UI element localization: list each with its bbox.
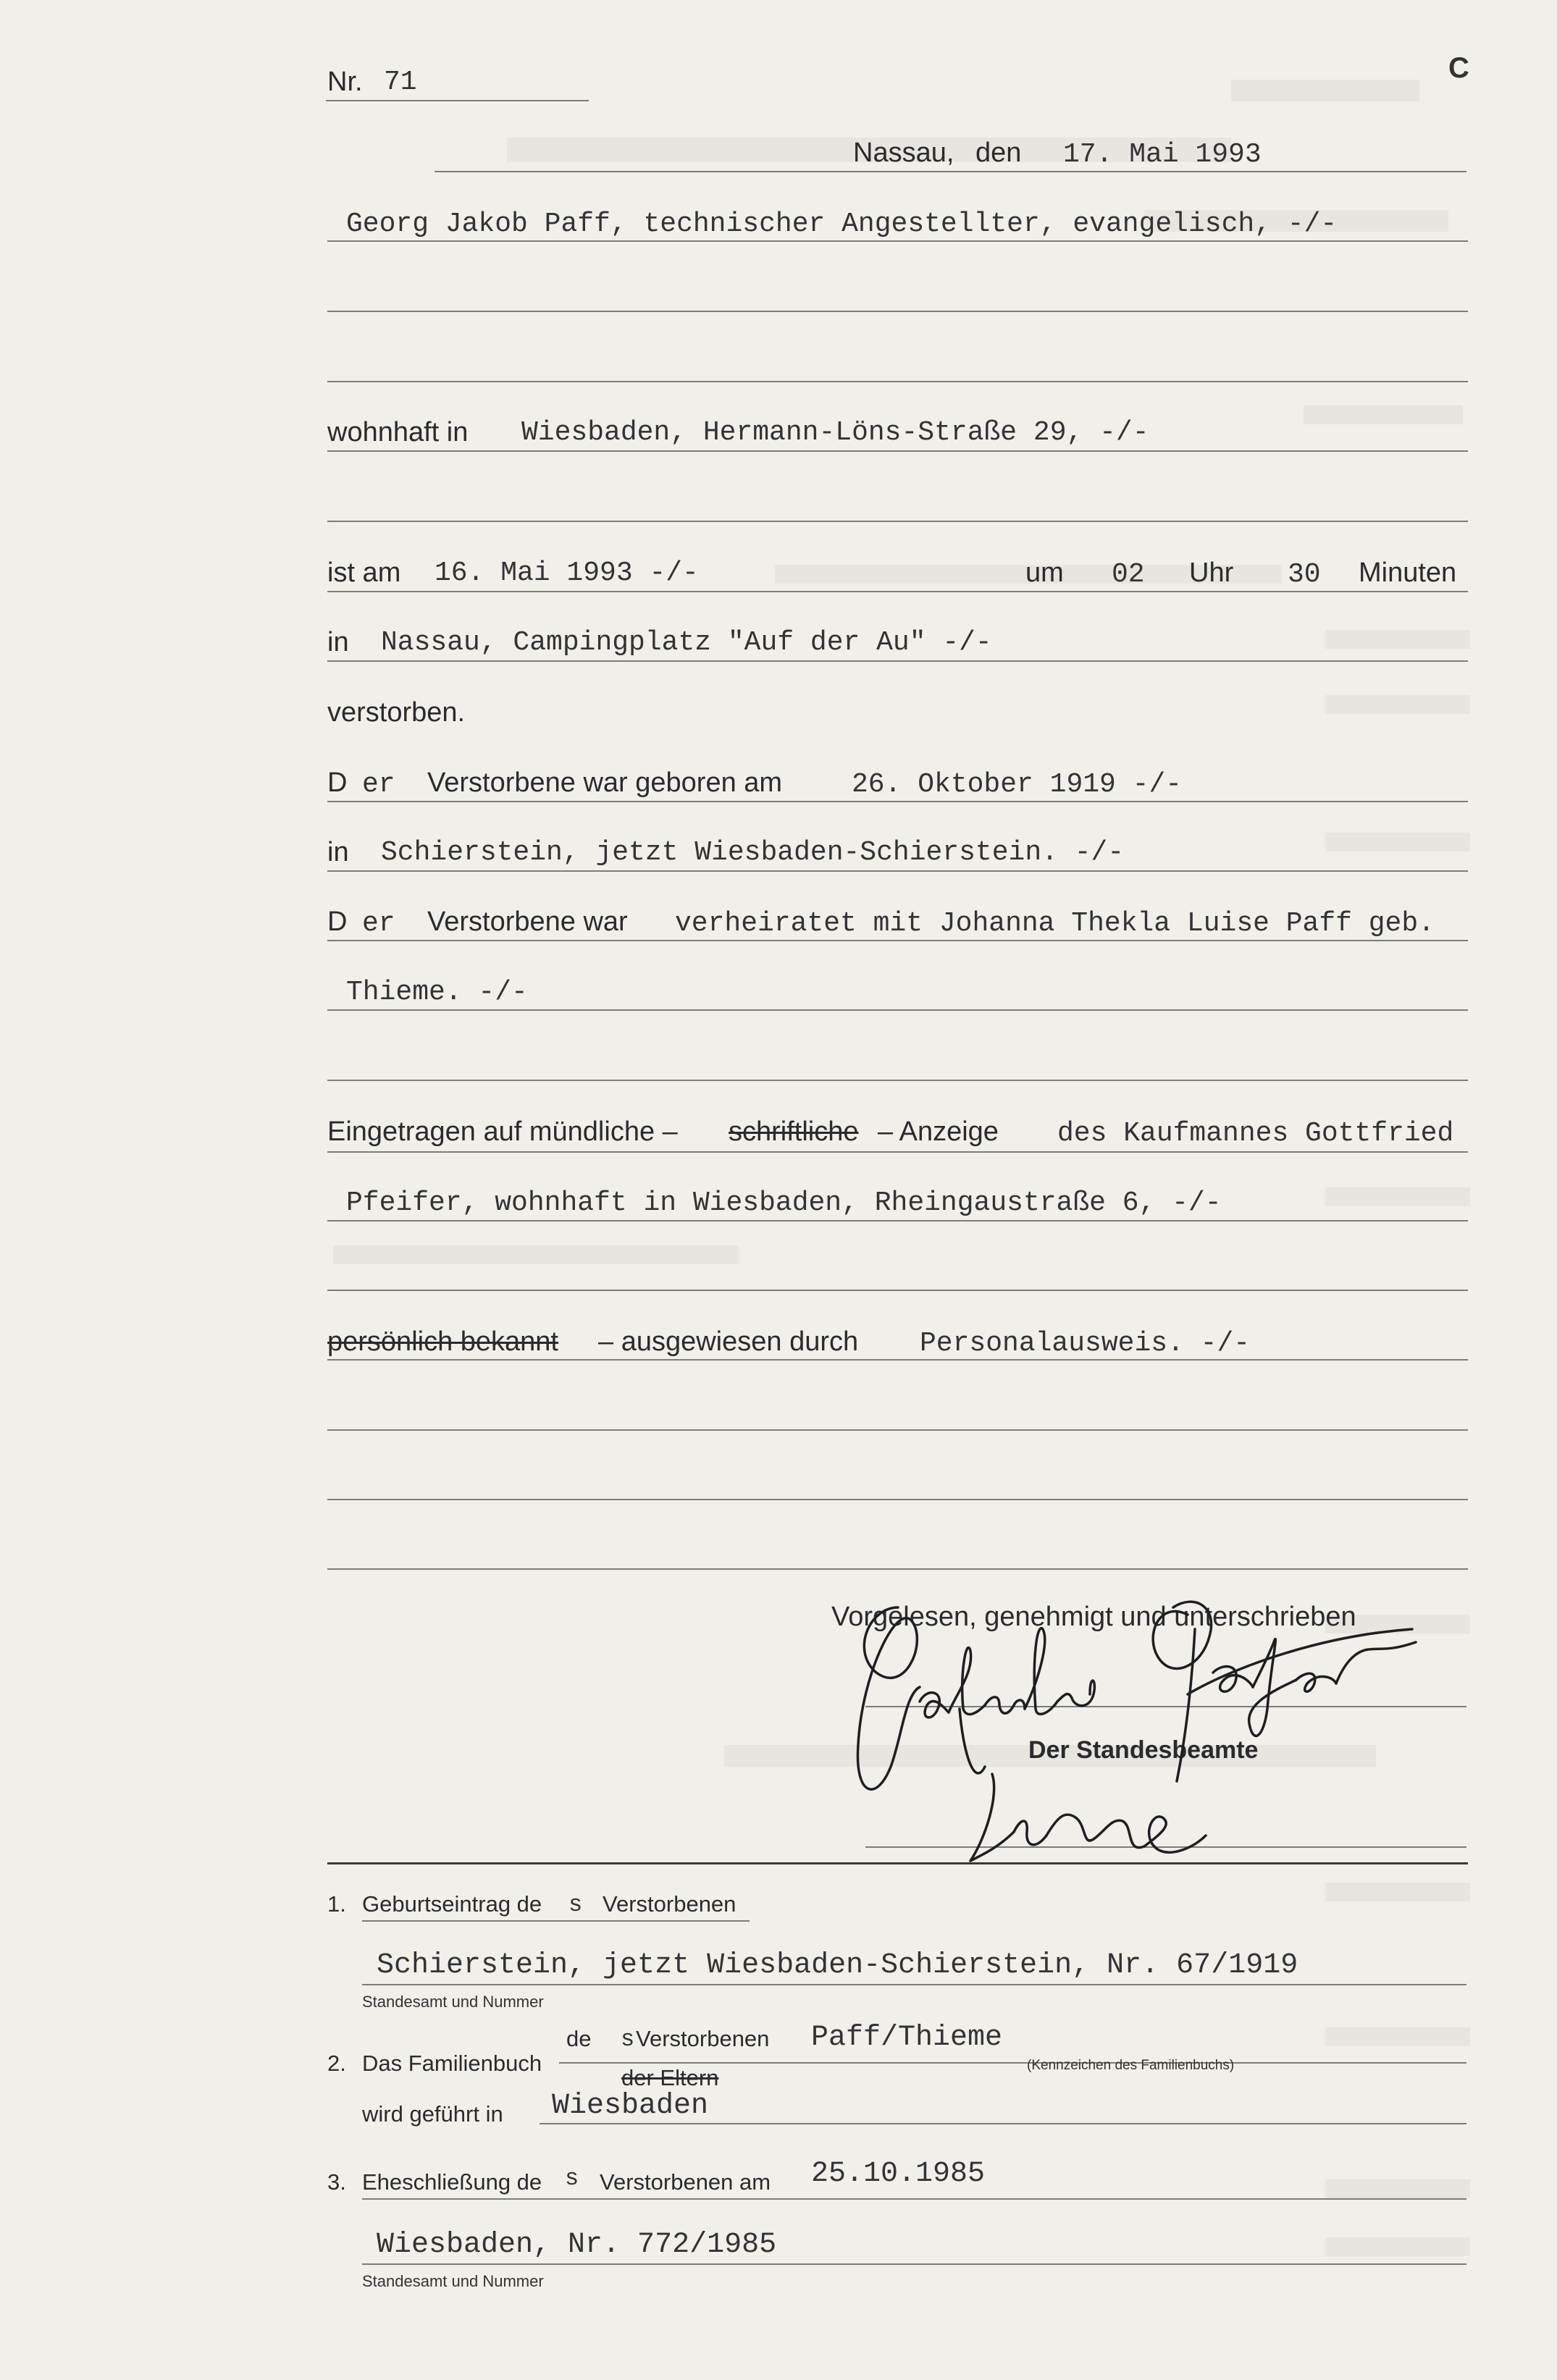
blank-line-6 (327, 1429, 1468, 1431)
section2-gefuehrt-value: Wiesbaden (552, 2090, 709, 2122)
ist-am-label: ist am (327, 558, 401, 588)
section3-typed-s: s (565, 2165, 579, 2192)
blank-line-1 (327, 311, 1468, 312)
informant-underline-2 (327, 1220, 1468, 1221)
d-label-2: D (327, 907, 348, 937)
minuten-label: Minuten (1359, 558, 1457, 588)
section1-label-underline (362, 1920, 750, 1922)
er-typed-2: er (362, 908, 395, 939)
blank-line-4 (327, 1080, 1468, 1081)
register-number: 71 (384, 67, 417, 98)
official-signature (956, 1767, 1217, 1875)
schriftliche-struck-label: schriftliche (729, 1117, 859, 1147)
section3-label-tail: Verstorbenen am (600, 2169, 771, 2195)
section2-option-verstorbenen: Verstorbenen (636, 2026, 770, 2051)
time-underline (327, 591, 1468, 592)
informant-underline-1 (327, 1151, 1468, 1153)
marital-underline-2 (327, 1009, 1468, 1011)
place-label: Nassau, (853, 138, 954, 168)
section3-label-underline (362, 2198, 1466, 2200)
geboren-label: Verstorbene war geboren am (427, 768, 783, 798)
death-minutes: 30 (1288, 559, 1321, 590)
den-label: den (975, 138, 1022, 168)
standesbeamte-label: Der Standesbeamte (1028, 1736, 1259, 1764)
ausgewiesen-label: – ausgewiesen durch (598, 1326, 859, 1357)
section2-de-label: de (566, 2026, 592, 2051)
section2-familienbuch-value: Paff/Thieme (811, 2022, 1003, 2054)
birth-place: Schierstein, jetzt Wiesbaden-Schierstein. -/- (381, 837, 1125, 868)
section1-number: 1. (327, 1891, 346, 1917)
marital-status-line-1: verheiratet mit Johanna Thekla Luise Paff geb. (675, 908, 1435, 939)
registration-date: 17. Mai 1993 (1063, 139, 1262, 170)
blank-line-7 (327, 1499, 1468, 1500)
in-label-2: in (327, 837, 349, 867)
vorgelesen-label: Vorgelesen, genehmigt und unterschrieben (831, 1602, 1356, 1632)
blank-line-2 (327, 381, 1468, 382)
section1-label: Geburtseintrag de (362, 1891, 542, 1917)
section2-caption: (Kennzeichen des Familienbuchs) (1027, 2058, 1235, 2073)
death-place: Nassau, Campingplatz "Auf der Au" -/- (381, 627, 992, 658)
verstorben-label: verstorben. (327, 697, 466, 728)
section2-label: Das Familienbuch (362, 2051, 542, 2076)
identification-value: Personalausweis. -/- (920, 1328, 1251, 1359)
uhr-label: Uhr (1189, 558, 1234, 588)
section1-birth-register-value: Schierstein, jetzt Wiesbaden-Schierstein, Nr. 67/1919 (377, 1949, 1298, 1982)
section2-option-eltern-struck: der Eltern (621, 2065, 719, 2090)
birth-place-underline (327, 870, 1468, 872)
wohnhaft-underline (327, 450, 1468, 452)
wohnhaft-label: wohnhaft in (327, 417, 469, 447)
nr-label: Nr. (327, 67, 363, 97)
blank-line-5 (327, 1290, 1468, 1291)
section3-marriage-register-value: Wiesbaden, Nr. 772/1985 (377, 2229, 777, 2261)
id-underline (327, 1359, 1468, 1361)
date-underline (435, 171, 1466, 172)
place-underline (327, 660, 1468, 662)
section-separator (327, 1862, 1468, 1864)
section1-label-tail: Verstorbenen (603, 1891, 736, 1917)
er-typed-1: er (362, 769, 395, 800)
birth-date-underline (327, 801, 1468, 802)
section3-label: Eheschließung de (362, 2169, 542, 2195)
death-hour: 02 (1112, 559, 1145, 590)
section2-familienbuch-line (559, 2062, 1466, 2064)
informant-line-2: Pfeifer, wohnhaft in Wiesbaden, Rheingaustraße 6, -/- (346, 1187, 1222, 1219)
informant-line-1: des Kaufmannes Gottfried (1057, 1118, 1454, 1149)
nr-underline (326, 100, 589, 101)
section1-typed-s: s (568, 1891, 583, 1918)
anzeige-label: – Anzeige (878, 1117, 999, 1147)
blank-line-3 (327, 521, 1468, 522)
section2-gefuehrt-underline (540, 2123, 1466, 2124)
birth-date: 26. Oktober 1919 -/- (852, 769, 1183, 800)
persoenlich-bekannt-struck-label: persönlich bekannt (327, 1326, 558, 1357)
eingetragen-label: Eingetragen auf mündliche – (327, 1117, 678, 1147)
um-label: um (1025, 558, 1064, 588)
d-label-1: D (327, 768, 348, 798)
death-date: 16. Mai 1993 -/- (435, 558, 699, 589)
person-underline (327, 240, 1468, 242)
in-label: in (327, 627, 349, 657)
section2-gefuehrt-label: wird geführt in (362, 2101, 503, 2127)
residence-value: Wiesbaden, Hermann-Löns-Straße 29, -/- (521, 417, 1149, 448)
section3-number: 3. (327, 2169, 346, 2195)
deceased-person-line: Georg Jakob Paff, technischer Angestellter, evangelisch, -/- (346, 209, 1338, 240)
section3-caption: Standesamt und Nummer (362, 2272, 544, 2290)
section3-value-underline (362, 2263, 1466, 2265)
page-letter: C (1448, 52, 1469, 84)
section2-typed-s: s (621, 2026, 635, 2053)
marital-status-line-2: Thieme. -/- (346, 977, 528, 1008)
section1-value-underline (362, 1984, 1466, 1985)
war-label: Verstorbene war (427, 907, 628, 937)
section1-caption: Standesamt und Nummer (362, 1993, 544, 2011)
section3-marriage-date: 25.10.1985 (811, 2158, 986, 2190)
marital-underline-1 (327, 940, 1468, 941)
section2-number: 2. (327, 2051, 346, 2076)
